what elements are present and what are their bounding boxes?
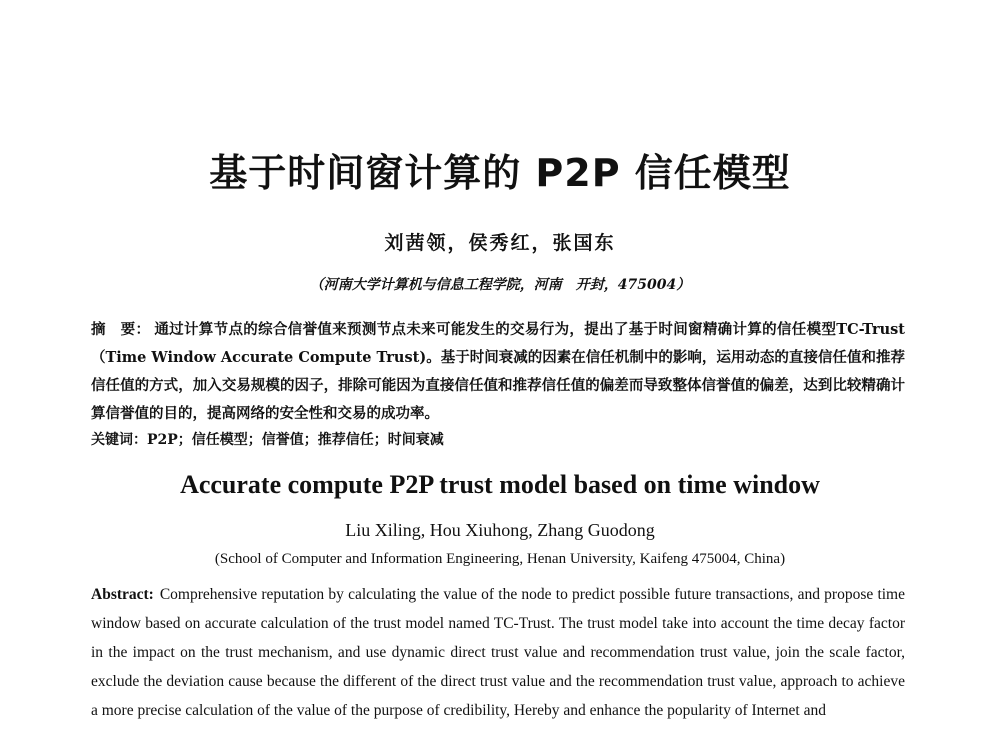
english-abstract-text: Comprehensive reputation by calculating the value of the node to predict possible future transactions, and propose time window based on accurate calculation of the trust model named TC-Trust. The trust model take into account the time decay factor in the impact on the trust mechanism, and use dynamic direct trust value and recommendation trust value, join the scale factor, exclude the deviation cause because the different of the direct trust value and the recommendation trust value, approach to achieve a more precise calculation of the value of the purpose of credibility, Hereby and enhance the popularity of Internet and xyxy=(91,586,905,719)
english-title: Accurate compute P2P trust model based on time window xyxy=(180,470,820,499)
chinese-affiliation: （河南大学计算机与信息工程学院，河南 开封，475004） xyxy=(309,277,691,293)
english-authors: Liu Xiling, Hou Xiuhong, Zhang Guodong xyxy=(345,520,655,540)
chinese-keywords-label: 关键词： xyxy=(91,432,147,448)
english-abstract-label: Abstract: xyxy=(91,586,154,603)
chinese-keywords xyxy=(91,428,905,452)
chinese-abstract-label: 摘 要： xyxy=(91,322,151,338)
chinese-abstract-text: 通过计算节点的综合信誉值来预测节点未来可能发生的交易行为，提出了基于时间窗精确计算的信任模型TC-Trust（Time Window Accurate Compute Trust)。基于时间衰减的因素在信任机制中的影响，运用动态的直接信任值和推荐信任值的方式，加入交易规模的因子，排除可能因为直接信任值和推荐信任值的偏差而导致整体信誉值的偏差，达到比较精确计算信誉值的目的，提高网络的安全性和交易的成功率。 xyxy=(91,321,905,422)
english-affiliation: (School of Computer and Information Engineering, Henan University, Kaifeng 475004, China) xyxy=(214,551,786,567)
chinese-authors: 刘茜领，侯秀红，张国东 xyxy=(384,232,616,254)
chinese-abstract xyxy=(91,316,905,428)
chinese-keywords-text: P2P；信任模型；信誉值；推荐信任；时间衰减 xyxy=(147,432,444,448)
chinese-title: 基于时间窗计算的 P2P 信任模型 xyxy=(209,151,791,195)
english-abstract xyxy=(91,580,905,725)
